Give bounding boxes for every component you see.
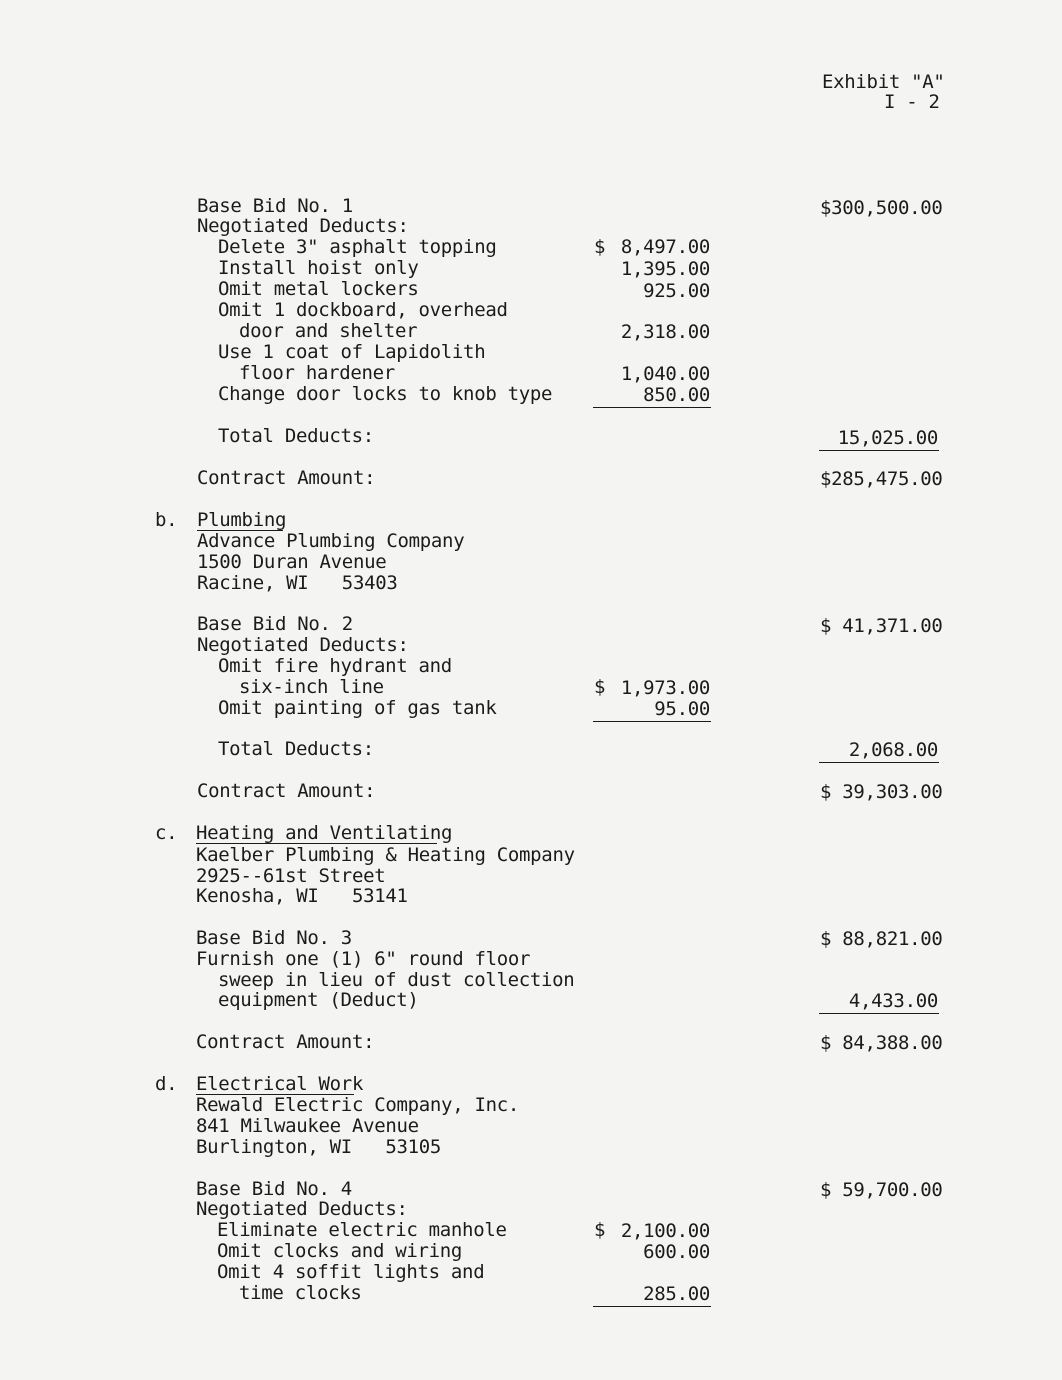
total-rule — [819, 450, 939, 451]
deduct-amount: 285.00 — [643, 1283, 710, 1305]
deduct-item: Omit clocks and wiring — [217, 1240, 463, 1262]
dollar-sign: $ — [594, 1219, 606, 1241]
deduct-amount: 1,040.00 — [620, 363, 710, 385]
deduct-amount: 925.00 — [643, 280, 710, 302]
subtotal-rule — [593, 721, 711, 722]
base-bid-2-label: Base Bid No. 2 — [197, 613, 353, 635]
deduct-amount: 8,497.00 — [620, 236, 710, 258]
deduct-amount: 2,318.00 — [620, 321, 710, 343]
contract-amount-value: $ 39,303.00 — [820, 781, 943, 803]
company-address: 841 Milwaukee Avenue — [196, 1115, 419, 1137]
deduct-amount: 850.00 — [643, 384, 710, 406]
deduct-item: Omit painting of gas tank — [218, 697, 497, 719]
base-bid-1-amount: $300,500.00 — [820, 197, 943, 219]
deduct-amount: 1,973.00 — [620, 677, 710, 699]
deduct-amount: 1,395.00 — [620, 258, 710, 280]
dollar-sign: $ — [594, 676, 606, 698]
deduct-item: Install hoist only — [218, 257, 419, 279]
total-rule — [819, 762, 939, 763]
deduct-description-continued: sweep in lieu of dust collection — [218, 969, 575, 991]
company-address: 1500 Duran Avenue — [197, 551, 387, 573]
contract-amount-value: $285,475.00 — [820, 468, 943, 490]
deduct-item-continued: floor hardener — [239, 362, 395, 384]
section-letter: c. — [155, 822, 178, 844]
deduct-item: Change door locks to knob type — [218, 383, 553, 405]
deduct-item: Omit fire hydrant and — [218, 655, 452, 677]
contract-amount-label: Contract Amount: — [197, 780, 376, 802]
company-city: Racine, WI 53403 — [197, 572, 398, 594]
section-title: Heating and Ventilating — [196, 822, 453, 844]
base-bid-3-label: Base Bid No. 3 — [196, 927, 352, 949]
section-title: Electrical Work — [196, 1073, 364, 1095]
base-bid-2-amount: $ 41,371.00 — [820, 615, 943, 637]
deduct-item: Omit 1 dockboard, overhead — [218, 299, 508, 321]
base-bid-3-amount: $ 88,821.00 — [820, 928, 943, 950]
contract-amount-label: Contract Amount: — [197, 467, 376, 489]
section-letter: b. — [155, 509, 178, 531]
deduct-amount: 95.00 — [654, 698, 710, 720]
total-deducts-label: Total Deducts: — [218, 738, 374, 760]
deduct-item: Use 1 coat of Lapidolith — [218, 341, 486, 363]
section-letter: d. — [155, 1073, 178, 1095]
negotiated-deducts-label: Negotiated Deducts: — [196, 1198, 408, 1220]
company-name: Rewald Electric Company, Inc. — [196, 1094, 520, 1116]
base-bid-4-label: Base Bid No. 4 — [196, 1178, 352, 1200]
deduct-item: Eliminate electric manhole — [217, 1219, 507, 1241]
company-address: 2925--61st Street — [196, 865, 386, 887]
page-number: I - 2 — [884, 91, 940, 113]
deduct-amount: 4,433.00 — [848, 990, 938, 1012]
company-name: Kaelber Plumbing & Heating Company — [196, 844, 575, 866]
deduct-amount: 2,100.00 — [620, 1220, 710, 1242]
section-title: Plumbing — [197, 509, 287, 531]
deduct-item: Delete 3" asphalt topping — [218, 236, 497, 258]
subtotal-rule — [593, 1306, 711, 1307]
total-rule — [819, 1013, 939, 1014]
base-bid-4-amount: $ 59,700.00 — [820, 1179, 943, 1201]
deduct-amount: 600.00 — [643, 1241, 710, 1263]
total-deducts-amount: 2,068.00 — [848, 739, 938, 761]
company-name: Advance Plumbing Company — [197, 530, 465, 552]
deduct-item-continued: six-inch line — [239, 676, 384, 698]
deduct-description: Furnish one (1) 6" round floor — [196, 948, 531, 970]
base-bid-1-label: Base Bid No. 1 — [197, 195, 353, 217]
subtotal-rule — [593, 407, 711, 408]
dollar-sign: $ — [594, 236, 606, 258]
contract-amount-label: Contract Amount: — [196, 1031, 375, 1053]
deduct-item-continued: time clocks — [239, 1282, 362, 1304]
total-deducts-amount: 15,025.00 — [837, 427, 938, 449]
contract-amount-value: $ 84,388.00 — [820, 1032, 943, 1054]
deduct-item: Omit metal lockers — [218, 278, 419, 300]
company-city: Kenosha, WI 53141 — [196, 885, 408, 907]
negotiated-deducts-label: Negotiated Deducts: — [197, 634, 409, 656]
negotiated-deducts-label: Negotiated Deducts: — [197, 215, 409, 237]
deduct-item-continued: door and shelter — [239, 320, 418, 342]
deduct-item: Omit 4 soffit lights and — [217, 1261, 485, 1283]
company-city: Burlington, WI 53105 — [196, 1136, 442, 1158]
total-deducts-label: Total Deducts: — [218, 425, 374, 447]
exhibit-label: Exhibit "A" — [822, 71, 945, 93]
deduct-description-continued: equipment (Deduct) — [218, 989, 419, 1011]
